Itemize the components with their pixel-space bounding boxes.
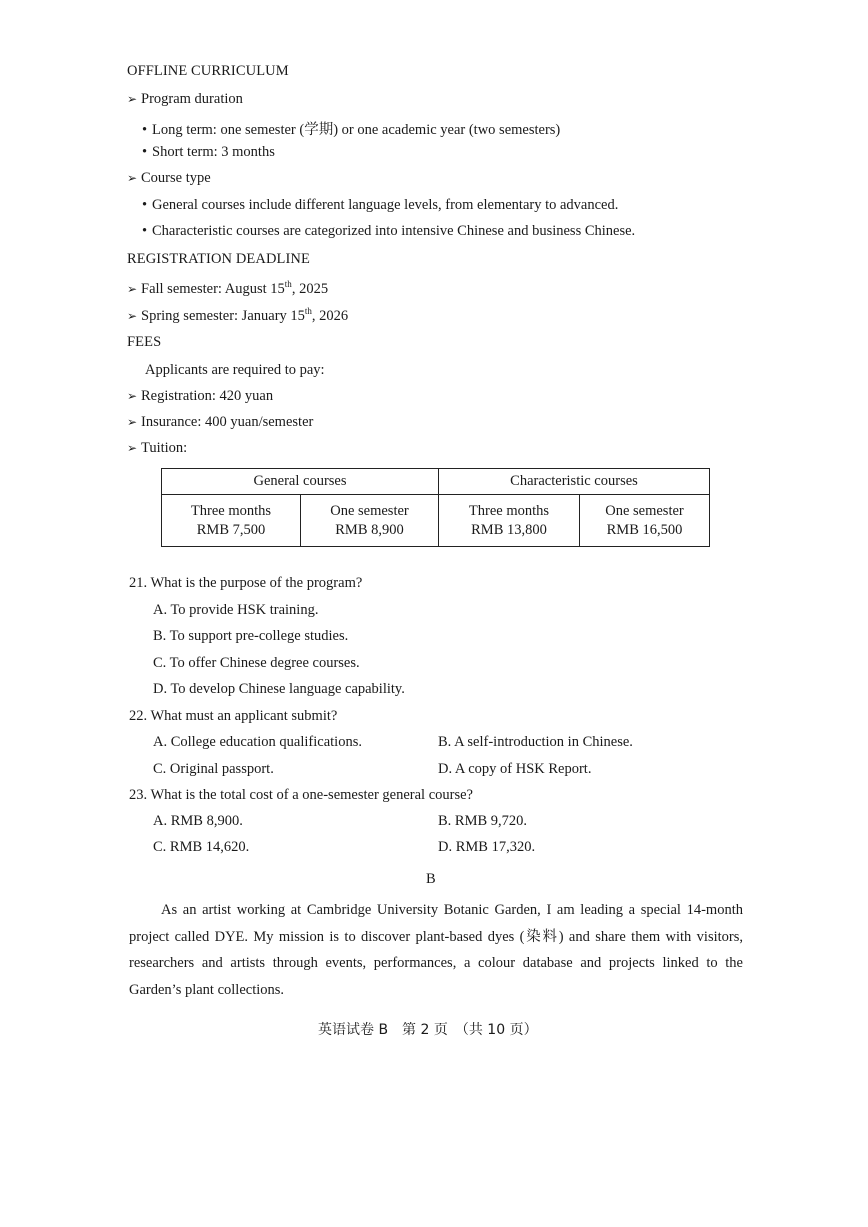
fall-deadline-text: Fall semester: August 15 xyxy=(141,280,285,297)
dot-bullet-icon: • xyxy=(142,197,148,213)
tuition-cell xyxy=(162,495,301,547)
arrow-bullet-icon: ➢ xyxy=(127,415,138,429)
fall-deadline xyxy=(127,279,328,298)
spring-deadline-sup: th xyxy=(304,306,312,316)
tuition-table-header-row xyxy=(162,469,710,495)
tuition-table xyxy=(161,468,710,547)
tuition-period: One semester xyxy=(605,502,684,519)
section-b-paragraph xyxy=(129,897,743,1003)
question-22-stem: 22. What must an applicant submit? xyxy=(129,708,338,724)
spring-deadline-text: Spring semester: January 15 xyxy=(141,307,305,324)
general-courses-header: General courses xyxy=(162,469,439,495)
question-21-option-d[interactable]: D. To develop Chinese language capability. xyxy=(153,681,405,697)
fees-intro: Applicants are required to pay: xyxy=(145,362,325,378)
question-23-option-d[interactable]: D. RMB 17,320. xyxy=(438,839,536,855)
duration-label: Program duration xyxy=(141,91,243,107)
duration-long-term xyxy=(142,118,560,139)
course-type-general xyxy=(142,197,618,214)
fees-registration-text: Registration: 420 yuan xyxy=(141,388,274,404)
characteristic-courses-header: Characteristic courses xyxy=(439,469,710,495)
tuition-price: RMB 13,800 xyxy=(471,521,547,538)
arrow-bullet-icon: ➢ xyxy=(127,171,138,185)
question-21-option-b[interactable]: B. To support pre-college studies. xyxy=(153,628,349,644)
spring-deadline-year: , 2026 xyxy=(311,307,349,324)
course-type-label: Course type xyxy=(141,170,211,186)
question-22-option-d[interactable]: D. A copy of HSK Report. xyxy=(438,761,592,777)
fees-heading: FEES xyxy=(127,334,162,350)
tuition-period: Three months xyxy=(468,502,550,519)
course-type-general-text: General courses include different language levels, from elementary to advanced. xyxy=(152,197,619,213)
dot-bullet-icon: • xyxy=(142,223,148,239)
tuition-period: One semester xyxy=(330,502,409,519)
question-23-option-a[interactable]: A. RMB 8,900. xyxy=(153,813,243,829)
fees-insurance xyxy=(127,414,313,431)
dot-bullet-icon: • xyxy=(142,122,148,138)
question-22-option-b[interactable]: B. A self-introduction in Chinese. xyxy=(438,734,633,750)
tuition-period: Three months xyxy=(190,502,272,519)
course-type-item xyxy=(127,170,211,187)
arrow-bullet-icon: ➢ xyxy=(127,389,138,403)
tuition-cell xyxy=(301,495,439,547)
tuition-cell xyxy=(439,495,580,547)
arrow-bullet-icon: ➢ xyxy=(127,92,138,106)
question-23-stem: 23. What is the total cost of a one-semester general course? xyxy=(129,787,473,803)
duration-short-term-text: Short term: 3 months xyxy=(152,144,275,160)
course-type-characteristic xyxy=(142,223,635,240)
course-type-characteristic-text: Characteristic courses are categorized into intensive Chinese and business Chinese. xyxy=(152,223,636,239)
question-23-option-c[interactable]: C. RMB 14,620. xyxy=(153,839,250,855)
question-21-option-c[interactable]: C. To offer Chinese degree courses. xyxy=(153,655,360,671)
arrow-bullet-icon: ➢ xyxy=(127,281,138,296)
fees-tuition xyxy=(127,440,187,457)
arrow-bullet-icon: ➢ xyxy=(127,308,138,323)
arrow-bullet-icon: ➢ xyxy=(127,441,138,455)
page-footer: 英语试卷 B 第 2 页 （共 10 页） xyxy=(318,1022,538,1038)
question-22-option-c[interactable]: C. Original passport. xyxy=(153,761,274,777)
tuition-price: RMB 7,500 xyxy=(196,521,266,538)
question-21-stem: 21. What is the purpose of the program? xyxy=(129,575,363,591)
fees-insurance-text: Insurance: 400 yuan/semester xyxy=(141,414,314,430)
question-22-option-a[interactable]: A. College education qualifications. xyxy=(153,734,362,750)
duration-item xyxy=(127,91,243,108)
tuition-table-values-row xyxy=(162,495,710,547)
fees-tuition-text: Tuition: xyxy=(141,440,188,456)
tuition-cell xyxy=(580,495,710,547)
duration-long-term-text: Long term: one semester (学期) or one academic year (two semesters) xyxy=(152,122,561,138)
spring-deadline xyxy=(127,306,348,325)
section-b-paragraph-text: As an artist working at Cambridge University Botanic Garden, I am leading a special 14-month project called DYE. My mission is to discover plant-based dyes (染料) and share them with visitors, researchers and artists through events, performances, a colour database and projects linked to the Garden’s plant collections. xyxy=(129,902,743,998)
deadline-heading: REGISTRATION DEADLINE xyxy=(127,251,310,267)
fees-registration xyxy=(127,388,273,405)
fall-deadline-sup: th xyxy=(284,279,292,289)
fall-deadline-year: , 2025 xyxy=(291,280,329,297)
dot-bullet-icon: • xyxy=(142,144,148,160)
question-23-option-b[interactable]: B. RMB 9,720. xyxy=(438,813,528,829)
tuition-price: RMB 8,900 xyxy=(335,521,404,538)
question-21-option-a[interactable]: A. To provide HSK training. xyxy=(153,602,319,618)
tuition-price: RMB 16,500 xyxy=(606,521,683,538)
curriculum-heading: OFFLINE CURRICULUM xyxy=(127,63,289,79)
section-b-label: B xyxy=(426,871,436,887)
duration-short-term xyxy=(142,144,275,161)
